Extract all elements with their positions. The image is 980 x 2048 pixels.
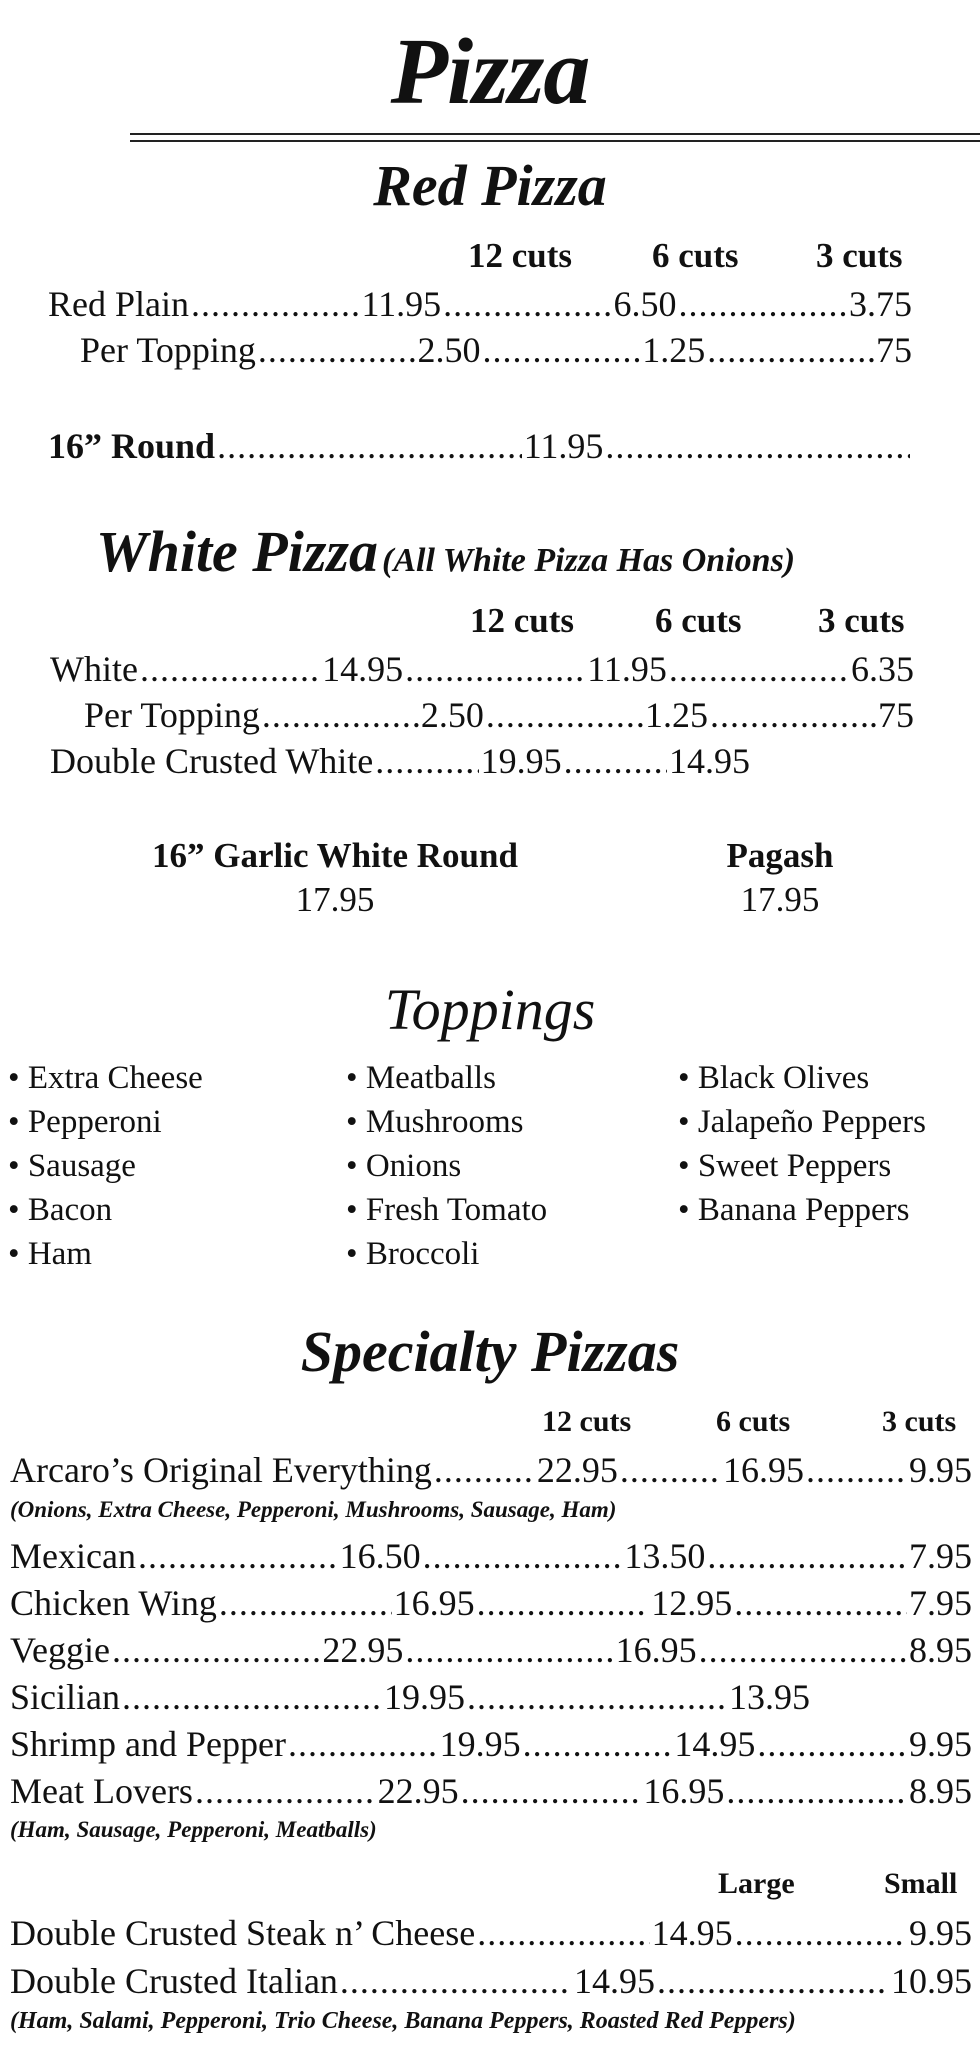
item-name: Double Crusted Italian bbox=[10, 1961, 338, 2001]
price-6: 11.95 bbox=[587, 649, 667, 689]
double-steak-row bbox=[10, 1912, 972, 1954]
double-crusted-white-row bbox=[50, 740, 750, 782]
price-3: 3.75 bbox=[848, 284, 912, 324]
topping-item: • Black Olives bbox=[678, 1056, 926, 1100]
item-name: Per Topping bbox=[80, 330, 256, 370]
price-6: 12.95 bbox=[651, 1583, 733, 1623]
topping-item: • Mushrooms bbox=[346, 1100, 547, 1144]
specialty-col-6: 6 cuts bbox=[716, 1405, 791, 1438]
red-col-3: 3 cuts bbox=[816, 236, 903, 275]
white-col-3: 3 cuts bbox=[818, 601, 905, 640]
price-6: 16.95 bbox=[722, 1450, 804, 1490]
price-6: 13.95 bbox=[729, 1677, 810, 1717]
price-6: 14.95 bbox=[669, 741, 750, 781]
red-round-row bbox=[48, 425, 912, 467]
white-col-12: 12 cuts bbox=[470, 601, 575, 640]
price-12: 14.95 bbox=[322, 649, 404, 689]
item-name: Mexican bbox=[10, 1536, 136, 1576]
topping-item: • Fresh Tomato bbox=[346, 1188, 547, 1232]
specialty-row-veggie bbox=[10, 1629, 972, 1671]
toppings-col-1 bbox=[8, 1056, 203, 1276]
item-name: Double Crusted Steak n’ Cheese bbox=[10, 1913, 476, 1953]
red-plain-row bbox=[48, 283, 912, 325]
italian-note: (Ham, Salami, Pepperoni, Trio Cheese, Banana Peppers, Roasted Red Peppers) bbox=[10, 2008, 796, 2034]
item-name: Sicilian bbox=[10, 1677, 120, 1717]
double-italian-row bbox=[10, 1960, 972, 2002]
item-name: Arcaro’s Original Everything bbox=[10, 1450, 432, 1490]
pagash bbox=[660, 836, 900, 920]
specialty-row-everything bbox=[10, 1449, 972, 1491]
item-name: Red Plain bbox=[48, 284, 189, 324]
price-6: 6.50 bbox=[613, 284, 677, 324]
price-3: .75 bbox=[866, 330, 912, 370]
item-name: 16” Garlic White Round bbox=[152, 836, 518, 875]
price-3: 7.95 bbox=[909, 1536, 973, 1576]
toppings-col-3 bbox=[678, 1056, 926, 1232]
price-6: 16.95 bbox=[643, 1771, 725, 1811]
specialty-col-12: 12 cuts bbox=[542, 1405, 632, 1438]
topping-item: • Ham bbox=[8, 1232, 203, 1276]
red-col-6: 6 cuts bbox=[652, 236, 739, 275]
price-large: 14.95 bbox=[651, 1913, 733, 1953]
item-name: White bbox=[50, 649, 138, 689]
toppings-col-2 bbox=[346, 1056, 547, 1276]
specialty-row-shrimp-pepper bbox=[10, 1723, 972, 1765]
price-3: 8.95 bbox=[909, 1771, 972, 1811]
white-pizza-note: (All White Pizza Has Onions) bbox=[382, 542, 796, 579]
topping-item: • Sweet Peppers bbox=[678, 1144, 926, 1188]
price-3: 9.95 bbox=[908, 1724, 972, 1764]
price-small: 10.95 bbox=[891, 1961, 973, 2001]
title-rule-bottom bbox=[130, 140, 980, 142]
meat-lovers-note: (Ham, Sausage, Pepperoni, Meatballs) bbox=[10, 1817, 377, 1842]
price-large: 14.95 bbox=[573, 1961, 655, 2001]
price-12: 19.95 bbox=[384, 1677, 465, 1717]
item-name: 16” Round bbox=[48, 426, 216, 466]
topping-item: • Jalapeño Peppers bbox=[678, 1100, 926, 1144]
white-col-6: 6 cuts bbox=[655, 601, 742, 640]
price-6: 16.95 bbox=[615, 1630, 697, 1670]
price-6: 1.25 bbox=[644, 695, 708, 735]
red-topping-row bbox=[80, 329, 912, 371]
item-name: Pagash bbox=[726, 836, 834, 875]
item-name: Chicken Wing bbox=[10, 1583, 217, 1623]
specialty-row-mexican bbox=[10, 1535, 972, 1577]
specialty-col-3: 3 cuts bbox=[882, 1405, 957, 1438]
item-name: Per Topping bbox=[84, 695, 260, 735]
specialty-row-sicilian bbox=[10, 1676, 810, 1718]
item-name: Veggie bbox=[10, 1630, 110, 1670]
price-3: .75 bbox=[869, 695, 915, 735]
topping-item: • Banana Peppers bbox=[678, 1188, 926, 1232]
title-rule-top bbox=[130, 133, 980, 135]
garlic-white-round bbox=[110, 836, 560, 920]
price-3: 8.95 bbox=[909, 1630, 972, 1670]
white-topping-row bbox=[84, 694, 914, 736]
price: 17.95 bbox=[295, 880, 375, 919]
toppings-heading: Toppings bbox=[384, 977, 596, 1042]
price-3: 7.95 bbox=[909, 1583, 973, 1623]
everything-note: (Onions, Extra Cheese, Pepperoni, Mushrooms, Sausage, Ham) bbox=[10, 1497, 617, 1522]
price-3: 9.95 bbox=[909, 1450, 973, 1490]
white-pizza-heading: White Pizza bbox=[96, 519, 378, 584]
red-pizza-heading: Red Pizza bbox=[373, 153, 607, 218]
topping-item: • Extra Cheese bbox=[8, 1056, 203, 1100]
price-12: 2.50 bbox=[420, 695, 484, 735]
specialty-row-meat-lovers bbox=[10, 1770, 972, 1812]
price-12: 22.95 bbox=[322, 1630, 404, 1670]
price-6: 1.25 bbox=[642, 330, 706, 370]
price-6: 14.95 bbox=[674, 1724, 756, 1764]
red-col-12: 12 cuts bbox=[468, 236, 573, 275]
price-12: 22.95 bbox=[377, 1771, 459, 1811]
price-12: 16.95 bbox=[393, 1583, 475, 1623]
white-row bbox=[50, 648, 914, 690]
size-col-small: Small bbox=[884, 1867, 958, 1900]
size-col-large: Large bbox=[718, 1867, 795, 1900]
price-12: 22.95 bbox=[536, 1450, 618, 1490]
topping-item: • Pepperoni bbox=[8, 1100, 203, 1144]
topping-item: • Meatballs bbox=[346, 1056, 547, 1100]
item-name: Shrimp and Pepper bbox=[10, 1724, 286, 1764]
specialty-row-chicken-wing bbox=[10, 1582, 972, 1624]
price-small: 9.95 bbox=[909, 1913, 973, 1953]
price-3: 6.35 bbox=[851, 649, 915, 689]
price-12: 2.50 bbox=[417, 330, 481, 370]
topping-item: • Broccoli bbox=[346, 1232, 547, 1276]
price: 17.95 bbox=[740, 880, 820, 919]
item-name: Double Crusted White bbox=[50, 741, 374, 781]
white-pizza-heading-group bbox=[96, 518, 795, 585]
price-12: 11.95 bbox=[361, 284, 442, 324]
topping-item: • Sausage bbox=[8, 1144, 203, 1188]
topping-item: • Onions bbox=[346, 1144, 547, 1188]
item-name: Meat Lovers bbox=[10, 1771, 193, 1811]
price: 11.95 bbox=[523, 426, 604, 466]
price-12: 19.95 bbox=[480, 741, 562, 781]
specialty-heading: Specialty Pizzas bbox=[300, 1319, 680, 1384]
page-title: Pizza bbox=[390, 20, 590, 124]
price-6: 13.50 bbox=[624, 1536, 706, 1576]
price-12: 19.95 bbox=[439, 1724, 521, 1764]
topping-item: • Bacon bbox=[8, 1188, 203, 1232]
price-12: 16.50 bbox=[339, 1536, 421, 1576]
